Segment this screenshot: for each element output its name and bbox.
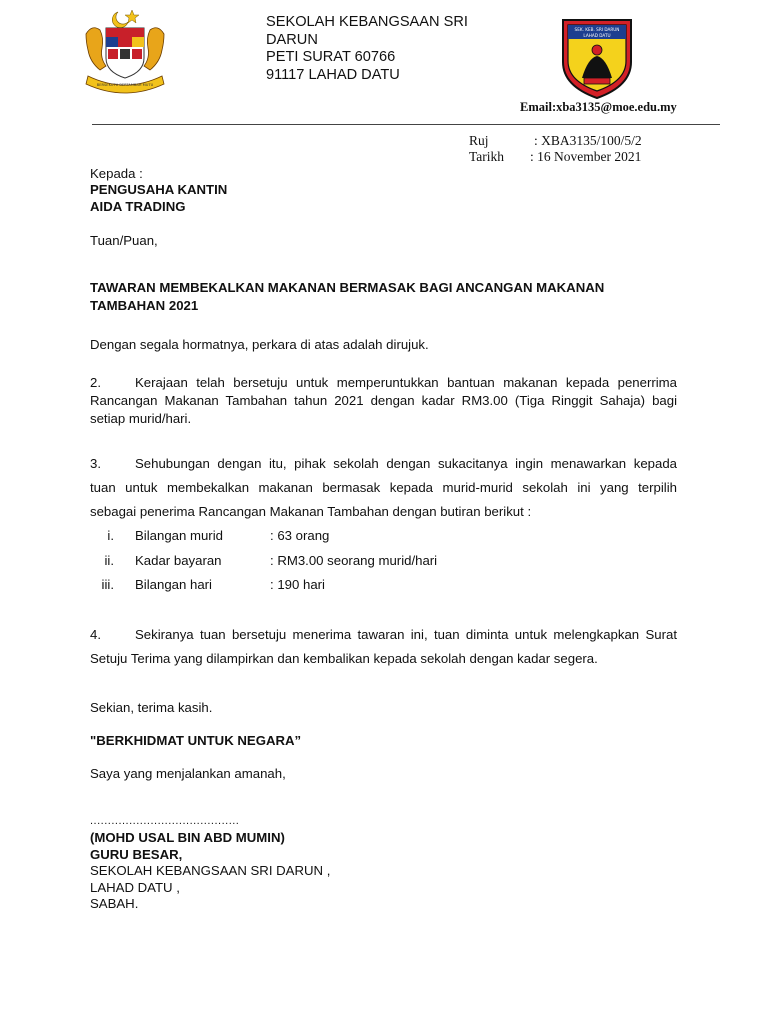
letterhead-divider	[92, 124, 720, 125]
recipient-line1: PENGUSAHA KANTIN	[90, 182, 228, 197]
para2-text1: Kerajaan telah bersetuju untuk memperuntukkan bantuan makanan kepada penerrima	[135, 375, 677, 390]
detail-value: : RM3.00 seorang murid/hari	[270, 553, 438, 568]
para4-line2: Setuju Terima yang dilampirkan dan kembalikan kepada sekolah dengan kadar segera.	[90, 651, 598, 666]
postcode-city: 91117 LAHAD DATU	[266, 66, 400, 83]
para3-line3: sebagai penerima Rancangan Makanan Tambahan dengan butiran berikut :	[90, 504, 532, 519]
ruj-value: : XBA3135/100/5/2	[534, 133, 642, 148]
svg-text:BERSEKUTU BERTAMBAH MUTU: BERSEKUTU BERTAMBAH MUTU	[96, 83, 154, 87]
opening-sentence: Dengan segala hormatnya, perkara di atas adalah dirujuk.	[90, 337, 429, 352]
closing-motto: "BERKHIDMAT UNTUK NEGARA”	[90, 733, 302, 748]
school-name-line2: DARUN	[266, 31, 318, 48]
detail-row	[90, 552, 490, 570]
tarikh-label: Tarikh	[469, 149, 505, 164]
para3-line2: tuan untuk membekalkan makanan bermasak kepada murid-murid sekolah ini yang terpilih	[90, 480, 677, 495]
para4-number: 4.	[90, 627, 101, 642]
para2-number: 2.	[90, 375, 101, 390]
detail-label: Bilangan murid	[135, 528, 223, 543]
detail-label: Kadar bayaran	[135, 553, 222, 568]
tarikh-value: : 16 November 2021	[530, 149, 642, 164]
malaysia-coat-of-arms-icon	[78, 6, 172, 96]
detail-value: : 63 orang	[270, 528, 330, 543]
detail-row	[90, 576, 490, 594]
para4-text1: Sekiranya tuan bersetuju menerima tawaran ini, tuan diminta untuk melengkapkan Surat	[135, 627, 677, 642]
detail-value: : 190 hari	[270, 577, 325, 592]
para3-line1	[90, 455, 677, 473]
svg-text:LAHAD DATU: LAHAD DATU	[583, 33, 611, 38]
po-box: PETI SURAT 60766	[266, 49, 396, 65]
signature-line: ..........................................	[90, 815, 240, 827]
detail-number: iii.	[101, 577, 114, 592]
subject-line2: TAMBAHAN 2021	[90, 298, 199, 313]
school-name-line1: SEKOLAH KEBANGSAAN SRI	[266, 14, 468, 30]
ruj-label: Ruj	[469, 133, 489, 148]
school-email: Email:xba3135@moe.edu.my	[520, 100, 677, 114]
signatory-school: SEKOLAH KEBANGSAAN SRI DARUN ,	[90, 863, 331, 878]
svg-text:SEK. KEB. SRI DARUN: SEK. KEB. SRI DARUN	[574, 27, 620, 32]
para2-line3: setiap murid/hari.	[90, 411, 192, 426]
para4-line1	[90, 626, 677, 644]
signatory-state: SABAH.	[90, 896, 139, 911]
signatory-title: GURU BESAR,	[90, 847, 183, 862]
closing-trust: Saya yang menjalankan amanah,	[90, 766, 286, 781]
subject-line1: TAWARAN MEMBEKALKAN MAKANAN BERMASAK BAGI ANCANGAN MAKANAN	[90, 280, 605, 295]
para2-line2: Rancangan Makanan Tambahan tahun 2021 dengan kadar RM3.00 (Tiga Ringgit Sahaja) bagi	[90, 393, 677, 408]
kepada-label: Kepada :	[90, 166, 143, 181]
salutation: Tuan/Puan,	[90, 233, 158, 248]
para2-line1	[90, 374, 677, 392]
detail-row	[90, 527, 490, 545]
detail-label: Bilangan hari	[135, 577, 212, 592]
signatory-town: LAHAD DATU ,	[90, 880, 180, 895]
detail-number: ii.	[104, 553, 114, 568]
detail-number: i.	[107, 528, 114, 543]
para3-number: 3.	[90, 456, 101, 471]
recipient-line2: AIDA TRADING	[90, 199, 186, 214]
signatory-name: (MOHD USAL BIN ABD MUMIN)	[90, 830, 285, 845]
closing-thanks: Sekian, terima kasih.	[90, 700, 213, 715]
para3-text1: Sehubungan dengan itu, pihak sekolah dengan sukacitanya ingin menawarkan kepada	[135, 456, 677, 471]
school-logo-icon	[560, 16, 634, 100]
